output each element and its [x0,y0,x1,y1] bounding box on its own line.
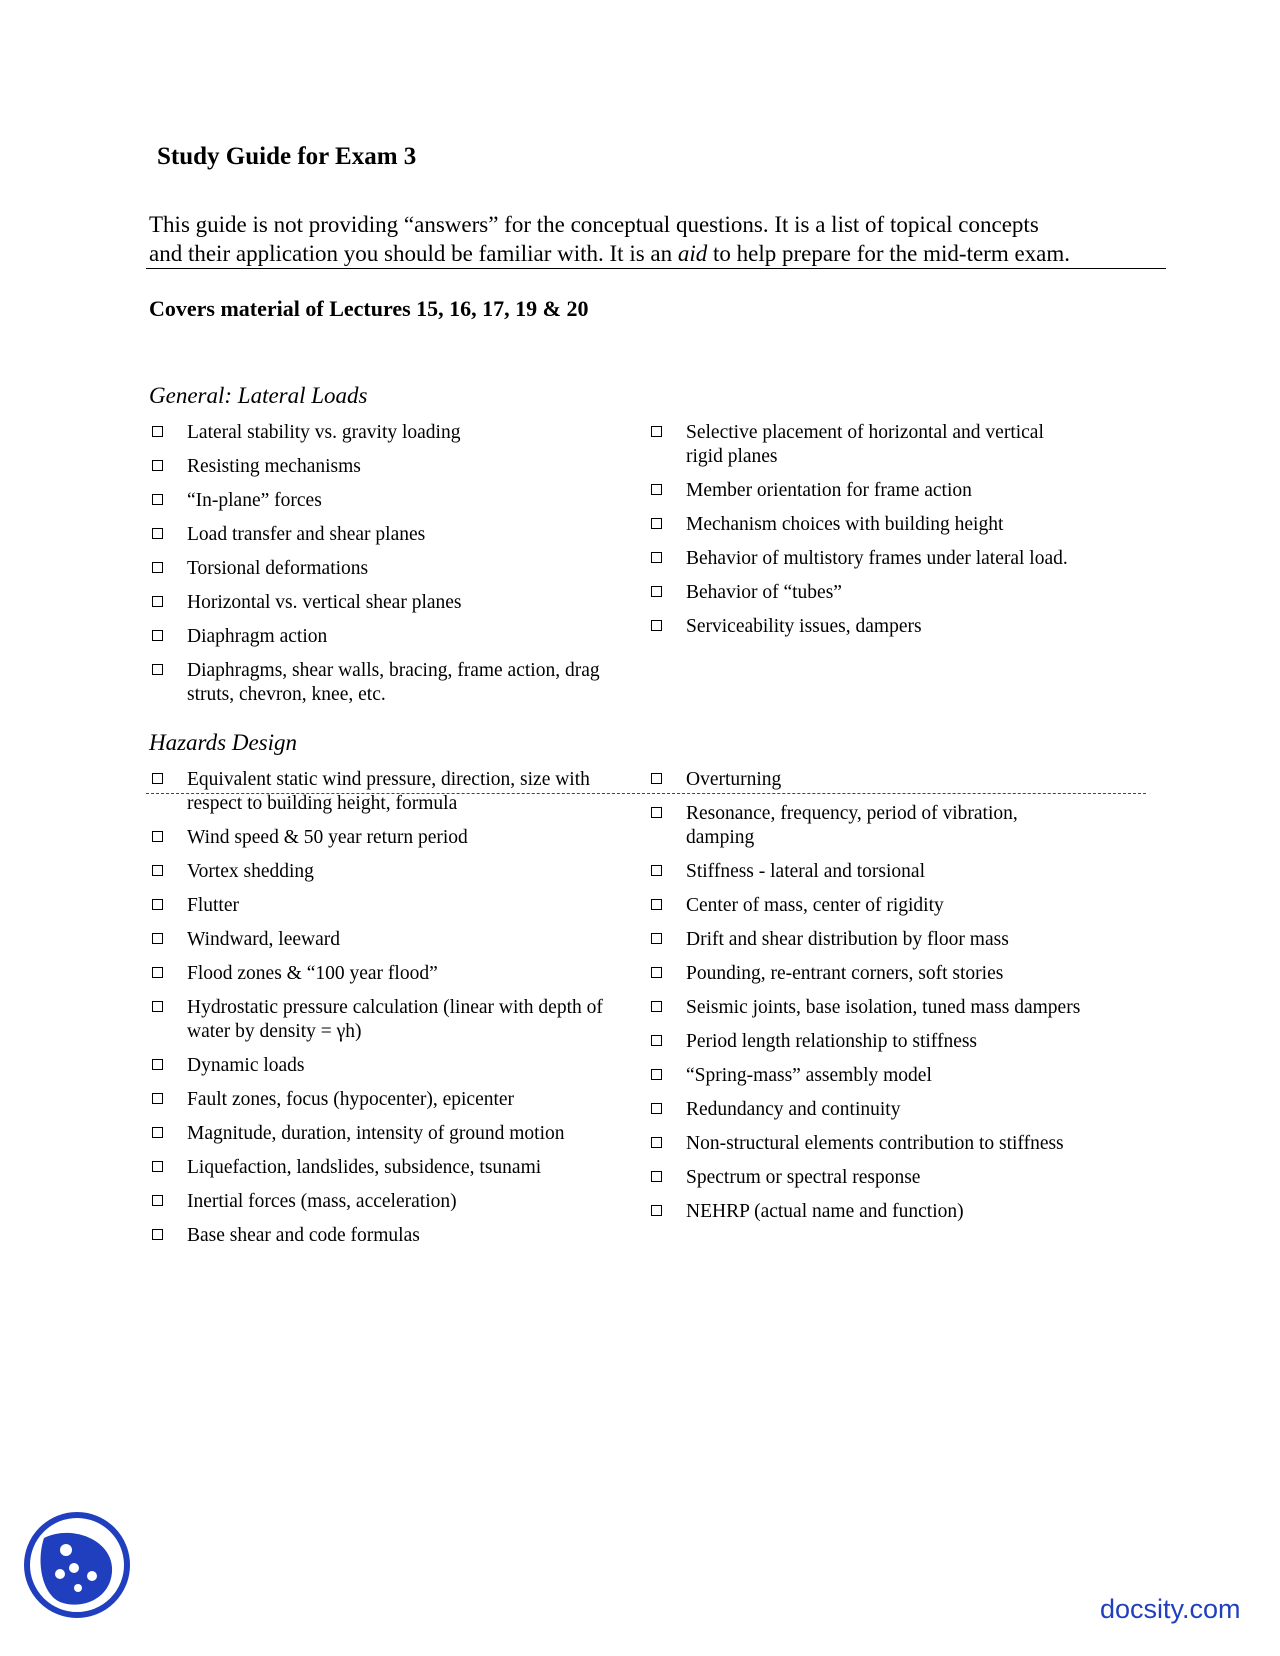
hazards-right-list [648,768,1088,1234]
checklist-item [648,928,1088,952]
lateral-loads-left-list [149,421,619,717]
checklist-item [149,1190,619,1214]
checklist-item-label: Flutter [187,895,239,916]
checklist-item-label: Seismic joints, base isolation, tuned mass dampers [686,997,1081,1018]
checklist-item-label: Wind speed & 50 year return period [187,827,468,848]
checklist-item [648,581,1078,605]
checklist-item [149,768,619,816]
checkbox-icon[interactable] [651,1103,662,1114]
checklist-item-label: Lateral stability vs. gravity loading [187,422,461,443]
checklist-item [149,860,619,884]
checkbox-icon[interactable] [152,426,163,437]
checkbox-icon[interactable] [152,1195,163,1206]
intro-divider [146,268,1166,269]
checkbox-icon[interactable] [152,933,163,944]
checklist-item-label: Load transfer and shear planes [187,524,426,545]
checkbox-icon[interactable] [152,1127,163,1138]
brand-name[interactable]: docsity.com [1100,1594,1241,1624]
checklist-item [648,802,1088,850]
docsity-logo-icon [22,1510,132,1620]
checkbox-icon[interactable] [651,620,662,631]
checkbox-icon[interactable] [152,1093,163,1104]
covers-statement: Covers material of Lectures 15, 16, 17, 19 & 20 [149,296,589,321]
checkbox-icon[interactable] [152,1059,163,1070]
checklist-item [149,894,619,918]
checklist-item [648,894,1088,918]
checkbox-icon[interactable] [152,460,163,471]
checkbox-icon[interactable] [651,1171,662,1182]
checklist-item [149,421,619,445]
section-heading-hazards-design: Hazards Design [149,730,298,755]
checklist-item [648,768,1088,792]
checkbox-icon[interactable] [651,773,662,784]
checklist-item [648,996,1088,1020]
checkbox-icon[interactable] [152,967,163,978]
checkbox-icon[interactable] [651,807,662,818]
checklist-item-label: Hydrostatic pressure calculation (linear with depth of water by density = γh) [187,997,603,1042]
checklist-item [648,1098,1088,1122]
checklist-item [149,625,619,649]
checklist-item-label: Windward, leeward [187,929,340,950]
intro-line-2 [149,239,1169,268]
checklist-item-label: Behavior of “tubes” [686,582,842,603]
checklist-item-label: Vortex shedding [187,861,314,882]
checklist-item-label: Mechanism choices with building height [686,514,1004,535]
checklist-item [648,513,1078,537]
checkbox-icon[interactable] [152,773,163,784]
checklist-item [648,1132,1088,1156]
checklist-item-label: Selective placement of horizontal and vertical rigid planes [686,422,1044,467]
checkbox-icon[interactable] [152,494,163,505]
checkbox-icon[interactable] [651,1001,662,1012]
checklist-item-label: Base shear and code formulas [187,1225,420,1246]
checkbox-icon[interactable] [152,831,163,842]
checkbox-icon[interactable] [651,899,662,910]
checklist-item-label: Flood zones & “100 year flood” [187,963,438,984]
hazards-left-list [149,768,619,1258]
checkbox-icon[interactable] [651,518,662,529]
checklist-item [648,547,1078,571]
checklist-item-label: Resonance, frequency, period of vibration, damping [686,803,1018,848]
checklist-item-label: Period length relationship to stiffness [686,1031,978,1052]
intro-line-1: This guide is not providing “answers” for the conceptual questions. It is a list of topical concepts [149,212,1039,237]
checklist-item-label: Equivalent static wind pressure, direction, size with respect to building height, formula [187,769,590,814]
checkbox-icon[interactable] [651,484,662,495]
checklist-item-label: Inertial forces (mass, acceleration) [187,1191,457,1212]
checklist-item [149,659,619,707]
checklist-item-label: Spectrum or spectral response [686,1167,921,1188]
checklist-item [648,860,1088,884]
checkbox-icon[interactable] [152,528,163,539]
checkbox-icon[interactable] [651,1137,662,1148]
page-title: Study Guide for Exam 3 [157,143,417,170]
checklist-item [149,455,619,479]
checklist-item-label: “Spring-mass” assembly model [686,1065,932,1086]
checkbox-icon[interactable] [651,1035,662,1046]
checkbox-icon[interactable] [152,1001,163,1012]
checklist-item-label: “In-plane” forces [187,490,322,511]
checklist-item-label: Pounding, re-entrant corners, soft stories [686,963,1004,984]
checkbox-icon[interactable] [152,1229,163,1240]
checklist-item-label: Drift and shear distribution by floor mass [686,929,1009,950]
section-heading-lateral-loads: General: Lateral Loads [149,383,368,408]
checklist-item [149,591,619,615]
intro-line-2-start: and their application you should be familiar with. It is an [149,241,678,266]
checklist-item [149,826,619,850]
checklist-item-label: Dynamic loads [187,1055,305,1076]
checklist-item [648,1200,1088,1224]
checklist-item [149,1122,619,1146]
checkbox-icon[interactable] [651,552,662,563]
checkbox-icon[interactable] [651,1205,662,1216]
checkbox-icon[interactable] [152,630,163,641]
checklist-item-label: Member orientation for frame action [686,480,972,501]
checklist-item-label: Torsional deformations [187,558,369,579]
checklist-item [149,962,619,986]
checklist-item [149,1224,619,1248]
checklist-item-label: Liquefaction, landslides, subsidence, tsunami [187,1157,542,1178]
intro-line-2-end: to help prepare for the mid-term exam. [707,241,1071,266]
checklist-item [648,421,1078,469]
checklist-item-label: Magnitude, duration, intensity of ground motion [187,1123,565,1144]
checklist-item [648,1166,1088,1190]
checklist-item [648,615,1078,639]
checklist-item [648,1064,1088,1088]
checklist-item-label: Horizontal vs. vertical shear planes [187,592,462,613]
checklist-item-label: Fault zones, focus (hypocenter), epicenter [187,1089,515,1110]
checklist-item [149,489,619,513]
checklist-item-label: Center of mass, center of rigidity [686,895,944,916]
checklist-item-label: Stiffness - lateral and torsional [686,861,925,882]
checklist-item-label: Diaphragms, shear walls, bracing, frame action, drag struts, chevron, knee, etc. [187,660,600,705]
checklist-item [648,1030,1088,1054]
intro-paragraph [149,210,1169,268]
lateral-loads-right-list [648,421,1078,649]
checkbox-icon[interactable] [152,664,163,675]
checkbox-icon[interactable] [651,933,662,944]
checklist-item-label: Diaphragm action [187,626,328,647]
intro-emphasis: aid [677,241,708,266]
checkbox-icon[interactable] [152,562,163,573]
checklist-item [149,1156,619,1180]
checklist-item [149,928,619,952]
checklist-item [648,962,1088,986]
checklist-item-label: Overturning [686,769,782,790]
checklist-item-label: Behavior of multistory frames under lateral load. [686,548,1068,569]
checklist-item [149,1054,619,1078]
checkbox-icon[interactable] [152,899,163,910]
checkbox-icon[interactable] [651,586,662,597]
checklist-item [149,557,619,581]
checklist-item-label: NEHRP (actual name and function) [686,1201,964,1222]
checkbox-icon[interactable] [152,865,163,876]
checkbox-icon[interactable] [152,596,163,607]
checkbox-icon[interactable] [651,967,662,978]
checklist-item-label: Serviceability issues, dampers [686,616,922,637]
checklist-item-label: Redundancy and continuity [686,1099,901,1120]
checkbox-icon[interactable] [651,426,662,437]
checklist-item [149,996,619,1044]
checkbox-icon[interactable] [651,865,662,876]
checklist-item [648,479,1078,503]
checklist-item-label: Non-structural elements contribution to stiffness [686,1133,1064,1154]
checkbox-icon[interactable] [152,1161,163,1172]
checklist-item-label: Resisting mechanisms [187,456,361,477]
checklist-item [149,1088,619,1112]
checklist-item [149,523,619,547]
checkbox-icon[interactable] [651,1069,662,1080]
